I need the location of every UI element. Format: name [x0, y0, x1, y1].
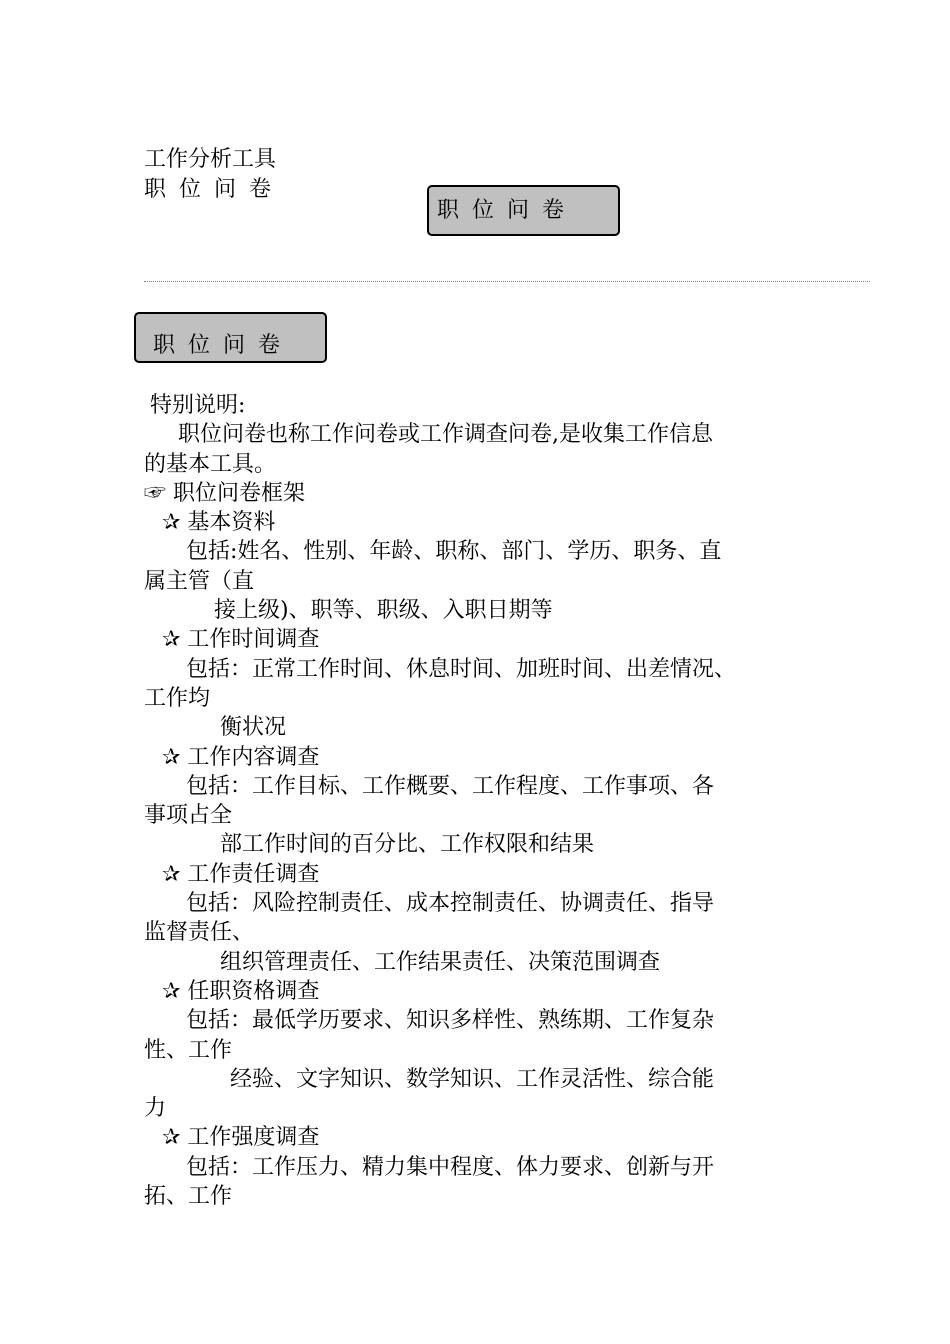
section-text-line: 包括：工作压力、精力集中程度、体力要求、创新与开: [186, 1154, 715, 1180]
section-text-line: 组织管理责任、工作结果责任、决策范围调查: [220, 949, 661, 975]
section-text-line: 接上级)、职等、职级、入职日期等: [214, 598, 553, 624]
section-text-line: 包括：风险控制责任、成本控制责任、协调责任、指导: [186, 891, 715, 917]
section-title-basic-info: ✰ 基本资料: [162, 510, 276, 536]
document-subtitle: 职位问卷: [144, 177, 285, 202]
section-text-line: 事项占全: [144, 803, 233, 829]
document-title: 工作分析工具: [144, 147, 277, 172]
title-box-section: 职位问卷: [134, 312, 327, 363]
section-text-line: 包括:姓名、性别、年龄、职称、部门、学历、职务、直: [186, 539, 722, 565]
note-heading: 特别说明:: [150, 393, 246, 418]
intro-text-line: 的基本工具。: [144, 451, 277, 477]
section-text-line: 属主管（直: [144, 568, 255, 594]
section-title-work-intensity: ✰ 工作强度调查: [162, 1125, 320, 1151]
section-text-line: 性、工作: [144, 1037, 233, 1063]
section-text-line: 包括：最低学历要求、知识多样性、熟练期、工作复杂: [186, 1008, 715, 1034]
intro-text-line: 职位问卷也称工作问卷或工作调查问卷,是收集工作信息: [178, 422, 713, 448]
section-title-work-time: ✰ 工作时间调查: [162, 627, 320, 653]
section-text-line: 经验、文字知识、数学知识、工作灵活性、综合能: [230, 1066, 715, 1092]
framework-heading: ☞ 职位问卷框架: [144, 480, 305, 506]
document-body: [144, 391, 814, 1211]
section-text-line: 监督责任、: [144, 920, 255, 946]
section-title-work-content: ✰ 工作内容调查: [162, 744, 320, 770]
dotted-divider: [144, 281, 870, 282]
section-text-line: 工作均: [144, 685, 211, 711]
section-title-work-responsibility: ✰ 工作责任调查: [162, 861, 320, 887]
section-title-qualification: ✰ 任职资格调查: [162, 978, 320, 1004]
section-text-line: 包括：工作目标、工作概要、工作程度、工作事项、各: [186, 773, 715, 799]
section-text-line: 力: [144, 1096, 167, 1122]
section-text-line: 包括：正常工作时间、休息时间、加班时间、出差情况、: [186, 656, 737, 682]
section-text-line: 衡状况: [220, 715, 287, 741]
title-box-top: 职位问卷: [427, 185, 620, 236]
section-text-line: 拓、工作: [144, 1184, 233, 1210]
section-text-line: 部工作时间的百分比、工作权限和结果: [220, 832, 595, 858]
